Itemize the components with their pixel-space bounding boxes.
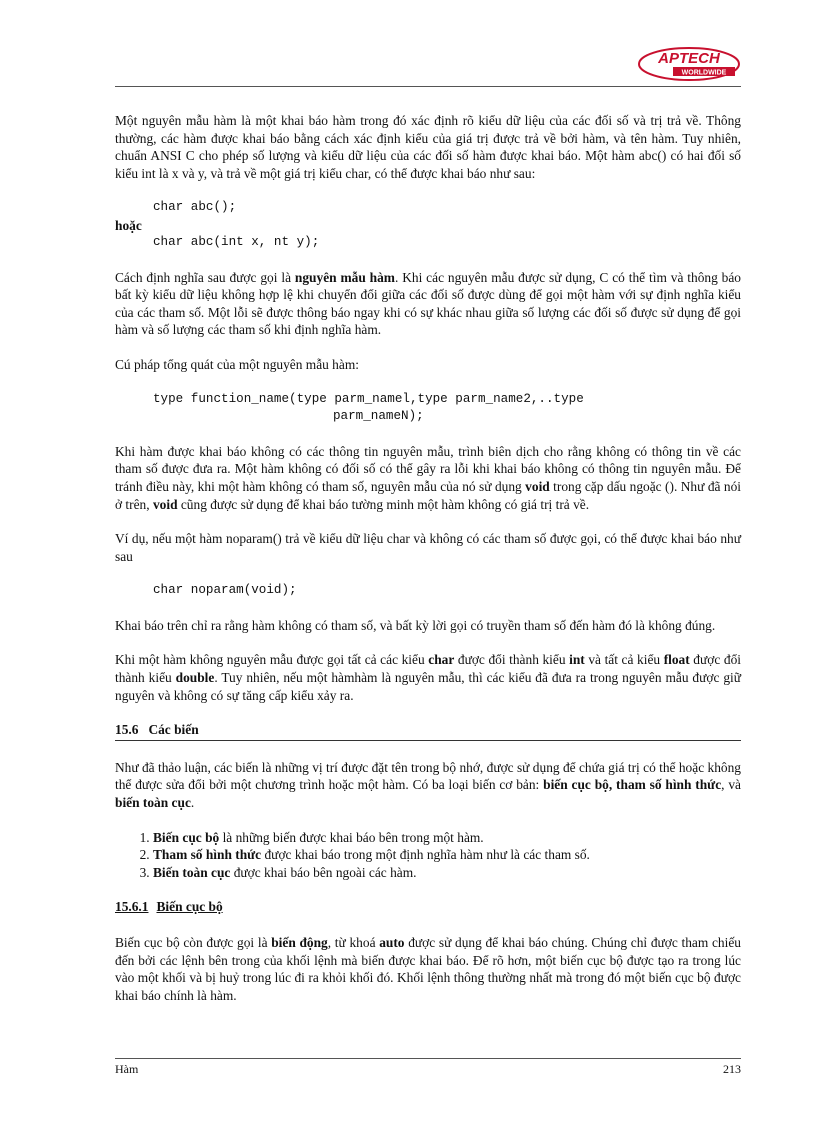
code-syntax	[115, 391, 741, 426]
subsection-number: 15.6.1	[115, 899, 149, 915]
bold-term: int	[569, 652, 585, 668]
code-line: char abc(int x, nt y);	[153, 234, 320, 249]
text: Như đã thảo luận, các biến là những vị trí được đặt tên trong bộ nhớ, được sử dụng để chứa giá trị có thể hoặc không thể được sửa đổi bởi một chương trình hoặc một hàm. Có ba loại biến cơ bản:	[115, 759, 741, 793]
paragraph-local-variables	[115, 934, 741, 1004]
section-title: Các biến	[148, 722, 199, 738]
code-line: parm_nameN);	[333, 409, 424, 424]
code-noparam	[115, 582, 741, 600]
paragraph-prototype-definition	[115, 269, 741, 339]
paragraph-prototype-intro: Một nguyên mẫu hàm là một khai báo hàm trong đó xác định rõ kiểu dữ liệu của các đối số và trị trả về. Thông thường, các hàm được khai báo bằng cách xác định kiểu của giá trị được trả về bởi hàm, và tên hàm. Tuy nhiên, chuẩn ANSI C cho phép số lượng và kiểu dữ liệu của các đối số hàm được khai báo. Một hàm abc() có hai đối số kiểu int là x và y, và trả về một giá trị kiểu char, có thể được khai báo như sau:	[115, 113, 741, 181]
paragraph-variables-intro	[115, 759, 741, 812]
text: , từ khoá	[327, 935, 380, 950]
header-rule	[115, 86, 741, 87]
footer-chapter: Hàm	[115, 1062, 139, 1076]
list-item	[153, 864, 741, 882]
bold-term: void	[525, 478, 550, 494]
text: Khi một hàm không nguyên mẫu được gọi tất cả các kiểu	[115, 652, 429, 668]
text: . Khi các nguyên mẫu được sử dụng, C có thể tìm và thông báo bất kỳ kiểu dữ liệu không hợp lệ khi chuyển đổi giữa các đối số được dùng để gọi một hàm với sự định nghĩa kiểu của các tham số. Một lỗi sẽ được thông báo ngay khi có sự khác nhau giữa số lượng các đối số được sử dụng để gọi hàm và số lượng các tham số khi định nghĩa hàm.	[115, 269, 741, 338]
code-line: type function_name(type parm_namel,type parm_name2,..type	[153, 391, 584, 406]
page-content	[115, 112, 741, 1021]
bold-term: Biến toàn cục	[153, 864, 231, 880]
text: Biến cục bộ còn được gọi là	[115, 935, 272, 950]
footer-rule	[115, 1058, 741, 1059]
list-item	[153, 829, 741, 847]
bold-term: auto	[379, 935, 405, 950]
or-label: hoặc	[115, 217, 142, 233]
paragraph-no-prototype	[115, 443, 741, 513]
variable-types-list	[115, 829, 741, 882]
aptech-logo-icon	[637, 46, 741, 82]
bold-term: char	[428, 652, 455, 668]
paragraph-type-promotion	[115, 651, 741, 704]
logo-text: APTECH	[658, 50, 720, 67]
text: ,	[608, 777, 617, 793]
paragraph-example: Ví dụ, nếu một hàm noparam() trả về kiểu dữ liệu char và không có các tham số được gọi, có thể được khai báo như sau	[115, 531, 741, 564]
text: là những biến được khai báo bên trong một hàm.	[219, 829, 484, 845]
list-item	[153, 846, 741, 864]
text: được khai báo trong một định nghĩa hàm như là các tham số.	[261, 847, 590, 863]
text: .	[190, 795, 195, 811]
page-number: 213	[723, 1062, 741, 1076]
bold-term: tham số hình thức	[616, 777, 722, 793]
text: được sử dụng để khai báo chúng. Chúng chỉ được tham chiếu đến bởi các lệnh bên trong của khối lệnh mà biến được khai báo. Để rõ hơn, một biến cục bộ được tạo ra trong lúc vào một khối và bị huỷ trong lúc đi ra khỏi khối đó. Khối lệnh thông thường nhất mà trong đó một biến cục bộ được khai báo chính là hàm.	[115, 935, 741, 1003]
text: được đổi thành kiểu	[115, 652, 741, 686]
text: , và	[721, 777, 741, 793]
bold-term: Tham số hình thức	[153, 847, 262, 863]
text: cũng được sử dụng để khai báo tường minh một hàm không có giá trị trả về.	[177, 496, 590, 512]
bold-term: double	[175, 670, 215, 686]
text: Cách định nghĩa sau được gọi là	[115, 269, 295, 285]
aptech-logo	[637, 46, 741, 82]
paragraph-noparam-explain: Khai báo trên chỉ ra rằng hàm không có tham số, và bất kỳ lời gọi có truyền tham số đến hàm đó là không đúng.	[115, 617, 716, 633]
bold-term: biến cục bộ	[543, 777, 609, 793]
code-line: char noparam(void);	[153, 583, 297, 598]
logo-subtext: WORLDWIDE	[681, 69, 727, 77]
code-example-abc	[115, 199, 741, 251]
code-line: char abc();	[153, 200, 237, 215]
bold-term: float	[663, 652, 690, 668]
text: . Tuy nhiên, nếu một hàmhàm là nguyên mẫu, thì các kiểu đã đưa ra trong nguyên mẫu được giữ nguyên và không có sự tăng cấp kiểu xảy ra.	[115, 670, 741, 703]
text: trong cặp dấu ngoặc (). Như đã nói ở trên,	[115, 478, 742, 512]
section-number: 15.6	[115, 722, 139, 738]
bold-term: nguyên mẫu hàm	[294, 269, 395, 285]
text: được khai báo bên ngoài các hàm.	[230, 864, 417, 880]
text: Khi hàm được khai báo không có các thông tin nguyên mẫu, trình biên dịch cho rằng không có thông tin về các tham số được đưa ra. Một hàm không có đối số có thể gây ra lỗi khi khai báo không có thông tin nguyên mẫu. Để tránh điều này, khi một hàm không có tham số, nguyên mẫu của nó sử dụng	[115, 443, 741, 494]
section-heading	[115, 721, 741, 741]
paragraph-syntax-intro: Cú pháp tổng quát của một nguyên mẫu hàm:	[115, 356, 359, 372]
text: được đổi thành kiểu	[454, 652, 570, 668]
subsection-heading	[115, 898, 741, 916]
text: và tất cả kiểu	[584, 652, 664, 668]
bold-term: biến toàn cục	[115, 795, 191, 811]
bold-term: void	[152, 496, 178, 512]
bold-term: biến động	[271, 935, 328, 950]
bold-term: Biến cục bộ	[153, 829, 220, 845]
subsection-title: Biến cục bộ	[156, 899, 223, 915]
